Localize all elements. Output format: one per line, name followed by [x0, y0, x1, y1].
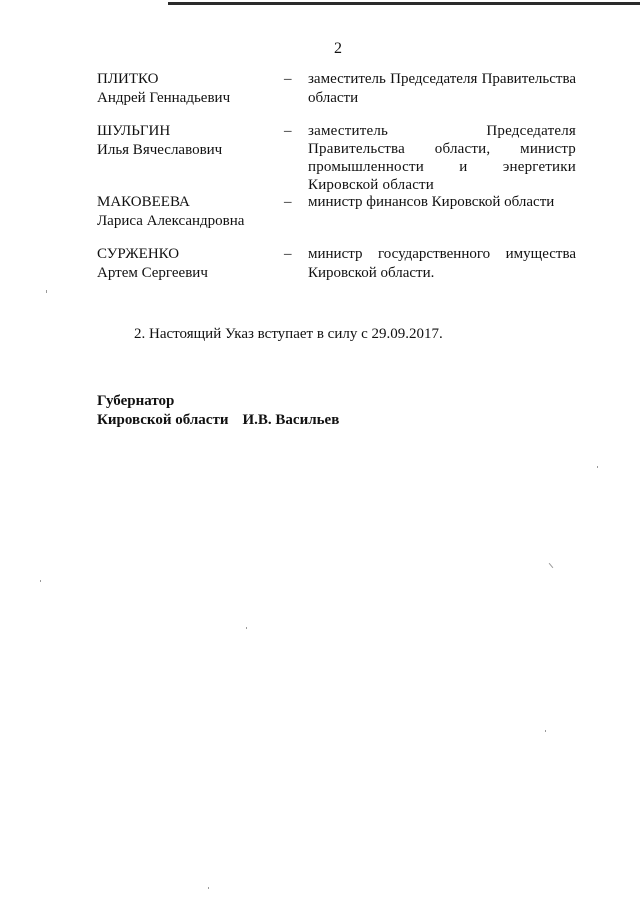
signatory-region: Кировской области: [97, 412, 229, 428]
member-entry: [97, 70, 577, 108]
member-role: заместитель Председателя Правительства области, министр промышленности и энергетики Кировской области: [308, 123, 576, 193]
member-entry: [97, 245, 577, 283]
member-dash: –: [284, 246, 292, 262]
scan-speck: [46, 290, 47, 293]
member-role: заместитель Председателя Правительства области: [308, 71, 576, 106]
member-dash: –: [284, 194, 292, 210]
scan-speck: [545, 730, 546, 732]
scan-speck: [246, 627, 247, 629]
member-dash: –: [284, 71, 292, 87]
member-given-names: Артем Сергеевич: [97, 265, 208, 281]
member-role: министр государственного имущества Кировской области.: [308, 246, 576, 281]
member-entry: [97, 122, 577, 193]
scan-top-edge-line: [168, 2, 640, 5]
member-surname: ПЛИТКО: [97, 71, 159, 87]
scan-speck: [549, 563, 554, 568]
page-number: 2: [334, 40, 342, 57]
member-surname: СУРЖЕНКО: [97, 246, 180, 262]
member-role: министр финансов Кировской области: [308, 194, 555, 210]
member-given-names: Лариса Александровна: [97, 213, 245, 229]
scan-speck: [40, 580, 41, 582]
signatory-title-line1: Губернатор: [97, 393, 175, 409]
effective-date-clause: 2. Настоящий Указ вступает в силу с 29.09.2017.: [134, 326, 443, 342]
member-given-names: Илья Вячеславович: [97, 142, 223, 158]
member-dash: –: [284, 123, 292, 139]
signatory-name: И.В. Васильев: [242, 412, 340, 428]
member-surname: МАКОВЕЕВА: [97, 194, 190, 210]
scan-speck: [597, 466, 598, 468]
member-given-names: Андрей Геннадьевич: [97, 90, 231, 106]
signatory-title-line2: [97, 411, 339, 430]
signature-block: [97, 392, 339, 430]
member-surname: ШУЛЬГИН: [97, 123, 171, 139]
scan-speck: [208, 887, 209, 889]
member-entry: [97, 193, 577, 231]
